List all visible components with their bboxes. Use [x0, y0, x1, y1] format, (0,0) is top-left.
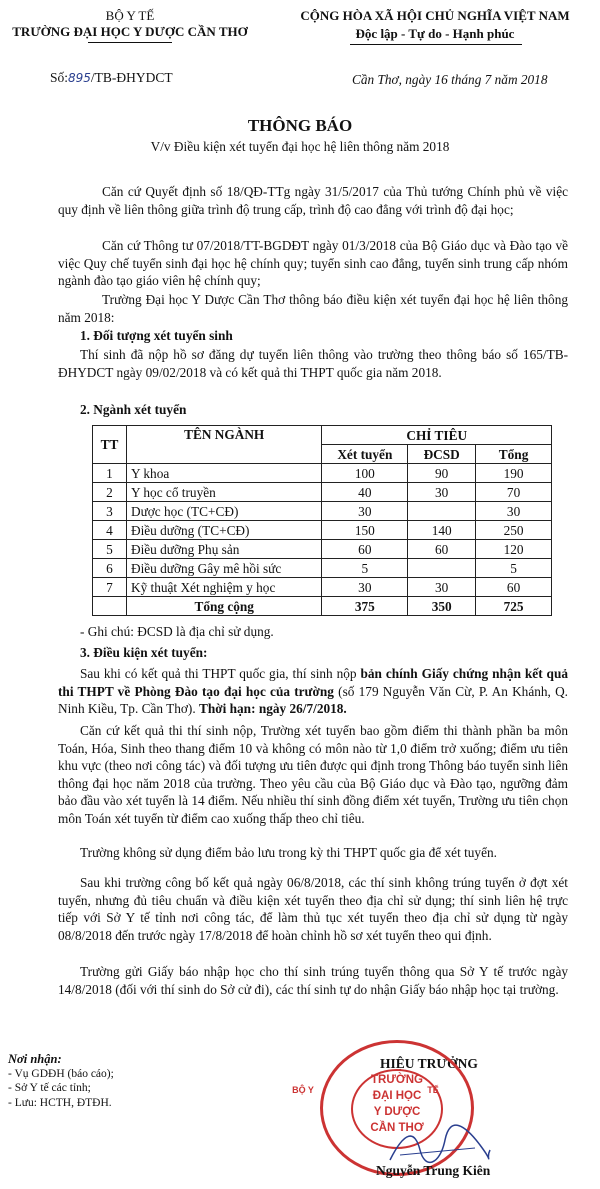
seal-line: ĐẠI HỌC [372, 1090, 422, 1102]
row-name: Y học cổ truyền [126, 483, 321, 502]
table-row [93, 559, 552, 578]
total-xt: 375 [322, 597, 408, 616]
recipient-item: - Vụ GDĐH (báo cáo); [8, 1067, 114, 1080]
col-tt-header: TT [93, 426, 127, 464]
recipients-heading: Nơi nhận: [8, 1052, 62, 1066]
row-total: 120 [476, 540, 552, 559]
row-xt: 30 [322, 502, 408, 521]
row-name: Điều dưỡng (TC+CĐ) [126, 521, 321, 540]
row-name: Điều dưỡng Gây mê hồi sức [126, 559, 321, 578]
seal-right-text: TẾ [427, 1085, 439, 1095]
row-tt: 3 [93, 502, 127, 521]
p1-part-b: bản chính Giấy chứng nhận kết quả thi THPT về Phòng Đào tạo đại học của trường [58, 666, 568, 699]
row-total: 30 [476, 502, 552, 521]
row-xt: 150 [322, 521, 408, 540]
table-note: - Ghi chú: ĐCSD là địa chỉ sử dụng. [80, 624, 274, 639]
col-total-header: Tổng [476, 445, 552, 464]
table-row [93, 578, 552, 597]
row-tt: 2 [93, 483, 127, 502]
row-tt: 4 [93, 521, 127, 540]
row-dcsd: 60 [408, 540, 476, 559]
total-tt-cell [93, 597, 127, 616]
row-total: 60 [476, 578, 552, 597]
section3-paragraph-5: Trường gửi Giấy báo nhập học cho thí sinh trúng tuyển thông qua Sở Y tế trước ngày 14/8/2018 (đối với thí sinh do Sở cử đi), các thí sinh tự do nhận Giấy báo nhập học tại trường. [58, 964, 568, 997]
row-total: 250 [476, 521, 552, 540]
p1-deadline: Thời hạn: ngày 26/7/2018. [198, 701, 347, 716]
row-xt: 100 [322, 464, 408, 483]
document-number [50, 70, 173, 86]
p1-part-c: (số 179 Nguyễn Văn Cừ, P. An Khánh, Q. Ninh Kiều, Tp. Cần Thơ). [58, 683, 568, 716]
row-total: 190 [476, 464, 552, 483]
row-xt: 5 [322, 559, 408, 578]
row-dcsd [408, 559, 476, 578]
row-name: Kỹ thuật Xét nghiệm y học [126, 578, 321, 597]
table-total-row [93, 597, 552, 616]
table-row [93, 464, 552, 483]
seal-line: CẦN THƠ [370, 1122, 424, 1134]
row-dcsd: 30 [408, 578, 476, 597]
motto: Độc lập - Tự do - Hạnh phúc [355, 26, 515, 41]
total-all: 725 [476, 597, 552, 616]
table-row [93, 521, 552, 540]
number-prefix: Số: [50, 70, 69, 85]
row-tt: 6 [93, 559, 127, 578]
seal-line: Y DƯỢC [373, 1106, 421, 1118]
row-name: Dược học (TC+CĐ) [126, 502, 321, 521]
section3-paragraph-4: Sau khi trường công bố kết quả ngày 06/8/2018, các thí sinh không trúng tuyển ở đợt xét tuyển, nhưng đủ tiêu chuẩn và điều kiện xét tuyển theo địa chỉ sử dụng; thí sinh liên hệ trực tiếp với Sở Y tế tỉnh nơi công tác, để làm thủ tục xét tuyển theo địa chỉ sử dụng từ ngày 08/8/2018 đến trước ngày 17/8/2018 để hoàn chỉnh hồ sơ xét tuyển theo qui định. [58, 875, 568, 943]
recipient-item: - Lưu: HCTH, ĐTĐH. [8, 1096, 112, 1109]
row-dcsd: 30 [408, 483, 476, 502]
row-xt: 30 [322, 578, 408, 597]
republic-name: CỘNG HÒA XÃ HỘI CHỦ NGHĨA VIỆT NAM [300, 8, 570, 23]
document-subtitle: V/v Điều kiện xét tuyển đại học hệ liên thông năm 2018 [150, 139, 450, 154]
signer-title: HIỆU TRƯỞNG [380, 1056, 478, 1071]
row-tt: 7 [93, 578, 127, 597]
school-name: TRƯỜNG ĐẠI HỌC Y DƯỢC CẦN THƠ [12, 24, 248, 39]
table-row [93, 483, 552, 502]
ministry-name: BỘ Y TẾ [105, 8, 155, 23]
section3-paragraph-3: Trường không sử dụng điểm bảo lưu trong kỳ thi THPT quốc gia để xét tuyển. [80, 845, 497, 860]
col-xt-header: Xét tuyển [322, 445, 408, 464]
seal-line: TRƯỜNG [371, 1074, 423, 1086]
total-label: Tổng cộng [126, 597, 321, 616]
row-tt: 5 [93, 540, 127, 559]
section3-paragraph-2: Căn cứ kết quả thi thí sinh nộp, Trường xét tuyển bao gồm điểm thi thành phần ba môn Toán, Hóa, Sinh theo thang điểm 10 và không có môn nào từ 1,0 điểm trở xuống; điểm ưu tiên khu vực (theo nơi công tác) và đối tượng ưu tiên được qui định trong Thông báo tuyển sinh liên thông đại học năm 2018 của trường. Theo yêu cầu của Bộ Giáo dục và Đào tạo, ngưỡng đảm bảo đầu vào xét tuyển là 14 điểm. Nếu nhiều thí sinh đồng điểm xét tuyển, Trường ưu tiên chọn môn Toán xét tuyển từ điểm cao xuống thấp theo chỉ tiêu. [58, 723, 568, 826]
row-total: 70 [476, 483, 552, 502]
row-dcsd: 140 [408, 521, 476, 540]
col-dcsd-header: ĐCSD [408, 445, 476, 464]
section1-text: Thí sinh đã nộp hồ sơ đăng dự tuyển liên thông vào trường theo thông báo số 165/TB-ĐHYDCT ngày 09/02/2018 và có kết quả thi THPT quốc gia năm 2018. [58, 347, 568, 380]
row-total: 5 [476, 559, 552, 578]
row-xt: 40 [322, 483, 408, 502]
number-suffix: /TB-ĐHYDCT [90, 70, 173, 85]
recipients-block [8, 1052, 114, 1110]
row-name: Y khoa [126, 464, 321, 483]
quota-table [92, 425, 552, 616]
document-date: Cần Thơ, ngày 16 tháng 7 năm 2018 [352, 72, 548, 87]
intro-paragraph-1: Căn cứ Quyết định số 18/QĐ-TTg ngày 31/5/2017 của Thủ tướng Chính phủ về việc quy định về liên thông giữa trình độ trung cấp, trình độ cao đẳng với trình độ đại học; [58, 184, 568, 217]
seal-left-text: BỘ Y [292, 1085, 314, 1095]
signer-name: Nguyễn Trung Kiên [376, 1163, 491, 1178]
total-dcsd: 350 [408, 597, 476, 616]
section3-paragraph-1 [58, 665, 568, 718]
row-dcsd: 90 [408, 464, 476, 483]
intro-paragraph-3: Trường Đại học Y Dược Cần Thơ thông báo điều kiện xét tuyển đại học hệ liên thông năm 2018: [58, 292, 568, 325]
table-row [93, 502, 552, 521]
col-quota-header: CHỈ TIÊU [322, 426, 552, 445]
number-handwritten: 895 [68, 71, 91, 85]
document-title: THÔNG BÁO [247, 116, 353, 135]
school-underline [88, 42, 172, 43]
motto-underline [350, 44, 522, 45]
section3-heading: 3. Điều kiện xét tuyển: [80, 645, 208, 660]
section2-heading: 2. Ngành xét tuyển [80, 402, 187, 417]
table-row [93, 540, 552, 559]
row-name: Điều dưỡng Phụ sản [126, 540, 321, 559]
intro-paragraph-2: Căn cứ Thông tư 07/2018/TT-BGDĐT ngày 01/3/2018 của Bộ Giáo dục và Đào tạo về việc Quy chế tuyển sinh đại học hệ chính quy; tuyển sinh cao đẳng, tuyển sinh trung cấp nhóm ngành đào tạo giáo viên hệ chính quy; [58, 238, 568, 288]
row-tt: 1 [93, 464, 127, 483]
row-xt: 60 [322, 540, 408, 559]
col-name-header: TÊN NGÀNH [126, 426, 321, 464]
p1-part-a: Sau khi có kết quả thi THPT quốc gia, thí sinh nộp [80, 666, 361, 681]
row-dcsd [408, 502, 476, 521]
section1-heading: 1. Đối tượng xét tuyển sinh [80, 328, 233, 343]
recipient-item: - Sở Y tế các tỉnh; [8, 1082, 91, 1094]
